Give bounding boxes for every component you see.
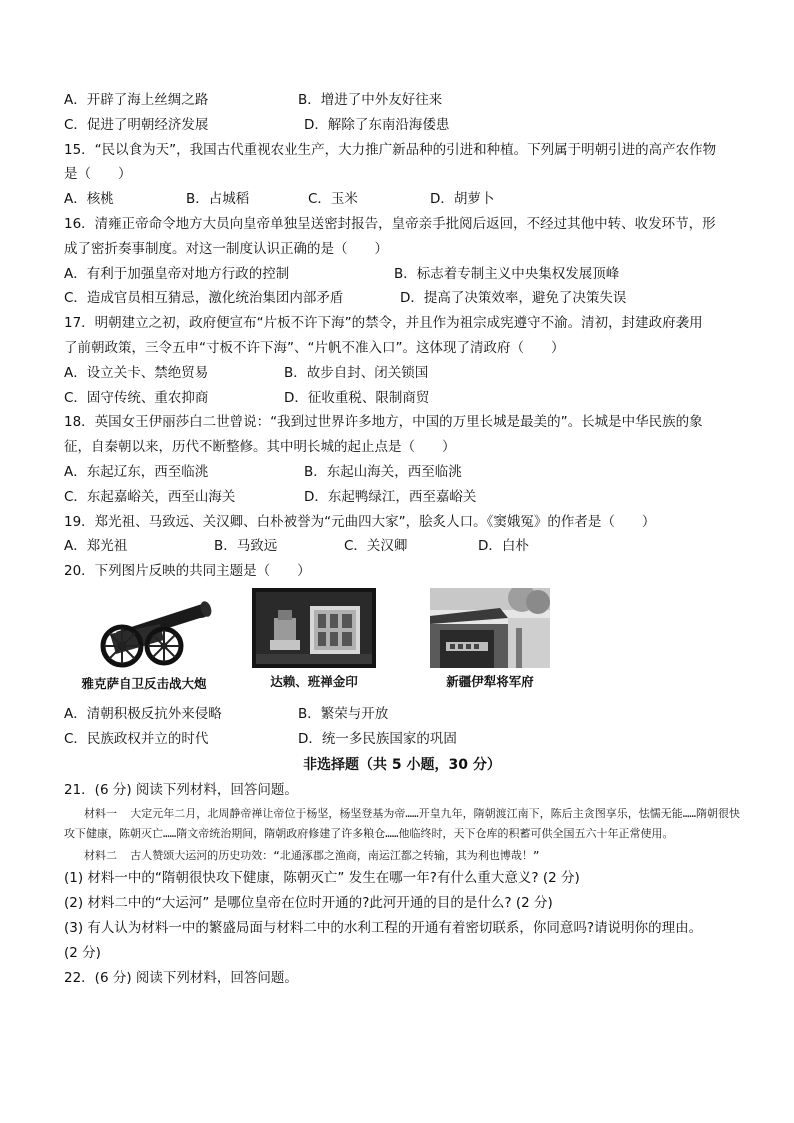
q18-option-c[interactable]: C．东起嘉峪关，西至山海关 <box>64 488 236 505</box>
q14-option-a[interactable]: A．开辟了海上丝绸之路 <box>64 92 209 108</box>
q20-stem: 20．下列图片反映的共同主题是（ ） <box>64 563 311 580</box>
q20-options-row-2 <box>64 727 740 752</box>
q15-option-b[interactable]: B．占城稻 <box>186 191 250 208</box>
figure-golden-seals <box>252 588 376 698</box>
exam-page <box>64 88 740 990</box>
q15-option-c[interactable]: C．玉米 <box>308 191 358 208</box>
q17-option-d[interactable]: D．征收重税、限制商贸 <box>284 389 430 406</box>
q20-figures <box>64 588 740 698</box>
q16-options-row-1 <box>64 262 740 287</box>
q21-sub-3-line-2: (2 分) <box>64 944 101 961</box>
q21-stem: 21．(6 分) 阅读下列材料，回答问题。 <box>64 781 298 798</box>
q19-option-a[interactable]: A．郑光祖 <box>64 538 128 555</box>
q19-option-d[interactable]: D．白朴 <box>478 538 529 555</box>
q22-stem: 22．(6 分) 阅读下列材料，回答问题。 <box>64 969 298 986</box>
cannon-image <box>64 588 224 670</box>
q21-material-2-text: 古人赞颂大运河的历史功效：“北通涿郡之渔商，南运江都之转输，其为利也博哉！” <box>130 849 540 863</box>
q17-options-row-1 <box>64 361 740 386</box>
q18-stem-line-2: 征，自秦朝以来，历代不断整修。其中明长城的起止点是（ ） <box>64 439 456 456</box>
figure-golden-seals-caption: 达赖、班禅金印 <box>270 673 358 689</box>
q15-stem-line-1: 15．“民以食为天”，我国古代重视农业生产，大力推广新品种的引进和种植。下列属于明朝引进的高产农作物 <box>64 141 717 158</box>
q14-option-d[interactable]: D．解除了东南沿海倭患 <box>304 116 450 133</box>
q21-material-1-label: 材料一 <box>84 807 118 821</box>
q16-option-b[interactable]: B．标志着专制主义中央集权发展顶峰 <box>394 265 620 282</box>
figure-yili-general-mansion <box>430 588 550 698</box>
q19-option-c[interactable]: C．关汉卿 <box>344 538 408 555</box>
q15-option-a[interactable]: A．核桃 <box>64 191 114 208</box>
q17-options-row-2 <box>64 386 740 411</box>
q16-option-a[interactable]: A．有利于加强皇帝对地方行政的控制 <box>64 265 290 282</box>
q14-options-row-1 <box>64 88 740 113</box>
q17-option-b[interactable]: B．故步自封、闭关锁国 <box>284 364 429 381</box>
q20-option-b[interactable]: B．繁荣与开放 <box>298 705 389 722</box>
q20-option-c[interactable]: C．民族政权并立的时代 <box>64 730 209 747</box>
q15-stem-line-2: 是（ ） <box>64 166 132 183</box>
q21-sub-2: (2) 材料二中的“大运河” 是哪位皇帝在位时开通的?此河开通的目的是什么? (2 分) <box>64 895 553 912</box>
q21-material-1 <box>64 804 740 844</box>
figure-yili-caption: 新疆伊犁将军府 <box>446 673 534 689</box>
q17-stem-line-1: 17．明朝建立之初，政府便宣布“片板不许下海”的禁令，并且作为祖宗成宪遵守不渝。清初，封建政府袭用 <box>64 315 703 332</box>
q19-stem: 19．郑光祖、马致远、关汉卿、白朴被誉为“元曲四大家”，脍炙人口。《窦娥冤》的作者是（ ） <box>64 513 656 530</box>
q14-option-c[interactable]: C．促进了明朝经济发展 <box>64 116 209 133</box>
q16-stem-line-1: 16．清雍正帝命令地方大员向皇帝单独呈送密封报告，皇帝亲手批阅后返回，不经过其他中转、收发环节，形 <box>64 215 716 232</box>
q20-option-d[interactable]: D．统一多民族国家的巩固 <box>298 730 457 747</box>
q14-options-row-2 <box>64 113 740 138</box>
q15-option-d[interactable]: D．胡萝卜 <box>430 191 495 208</box>
q16-option-c[interactable]: C．造成官员相互猜忌，激化统治集团内部矛盾 <box>64 290 344 307</box>
q18-options-row-1 <box>64 460 740 485</box>
q18-options-row-2 <box>64 485 740 510</box>
q16-stem-line-2: 成了密折奏事制度。对这一制度认识正确的是（ ） <box>64 240 388 257</box>
q21-material-2-label: 材料二 <box>84 849 117 863</box>
q19-options <box>64 534 740 559</box>
q20-option-a[interactable]: A．清朝积极反抗外来侵略 <box>64 705 222 722</box>
q21-material-2 <box>64 846 740 866</box>
q17-option-a[interactable]: A．设立关卡、禁绝贸易 <box>64 364 209 381</box>
q18-option-a[interactable]: A．东起辽东，西至临洮 <box>64 463 209 480</box>
q16-options-row-2 <box>64 286 740 311</box>
q18-option-d[interactable]: D．东起鸭绿江，西至嘉峪关 <box>304 488 477 505</box>
q21-sub-3-line-1: (3) 有人认为材料一中的繁盛局面与材料二中的水利工程的开通有着密切联系，你同意吗?请说明你的理由。 <box>64 919 703 936</box>
q21-material-1-text: 大定元年二月，北周静帝禅让帝位于杨坚，杨坚登基为帝……开皇九年，隋朝渡江南下，陈后主贪图享乐，怯懦无能……隋朝很快攻下健康，陈朝灭亡……隋文帝统治期间，隋朝政府修建了许多粮仓……他临终时，天下仓库的积蓄可供全国五六十年正常使用。 <box>64 807 740 841</box>
q16-option-d[interactable]: D．提高了决策效率，避免了决策失误 <box>400 290 627 307</box>
q21-sub-1: (1) 材料一中的“隋朝很快攻下健康，陈朝灭亡” 发生在哪一年?有什么重大意义? (2 分) <box>64 870 580 887</box>
q18-stem-line-1: 18．英国女王伊丽莎白二世曾说：“我到过世界许多地方，中国的万里长城是最美的”。长城是中华民族的象 <box>64 414 703 431</box>
q18-option-b[interactable]: B．东起山海关，西至临洮 <box>304 463 462 480</box>
q14-option-b[interactable]: B．增进了中外友好往来 <box>298 92 443 108</box>
q17-stem-line-2: 了前朝政策，三令五申“寸板不许下海”、“片帆不准入口”。这体现了清政府（ ） <box>64 339 565 356</box>
q19-option-b[interactable]: B．马致远 <box>214 538 278 555</box>
yili-mansion-image <box>430 588 550 668</box>
figure-cannon-caption: 雅克萨自卫反击战大炮 <box>81 675 207 691</box>
golden-seals-image <box>252 588 376 668</box>
section-title-non-choice: 非选择题（共 5 小题，30 分） <box>303 756 501 773</box>
q20-options-row-1 <box>64 702 740 727</box>
q17-option-c[interactable]: C．固守传统、重农抑商 <box>64 389 209 406</box>
figure-cannon <box>64 588 224 698</box>
q15-options <box>64 187 740 212</box>
